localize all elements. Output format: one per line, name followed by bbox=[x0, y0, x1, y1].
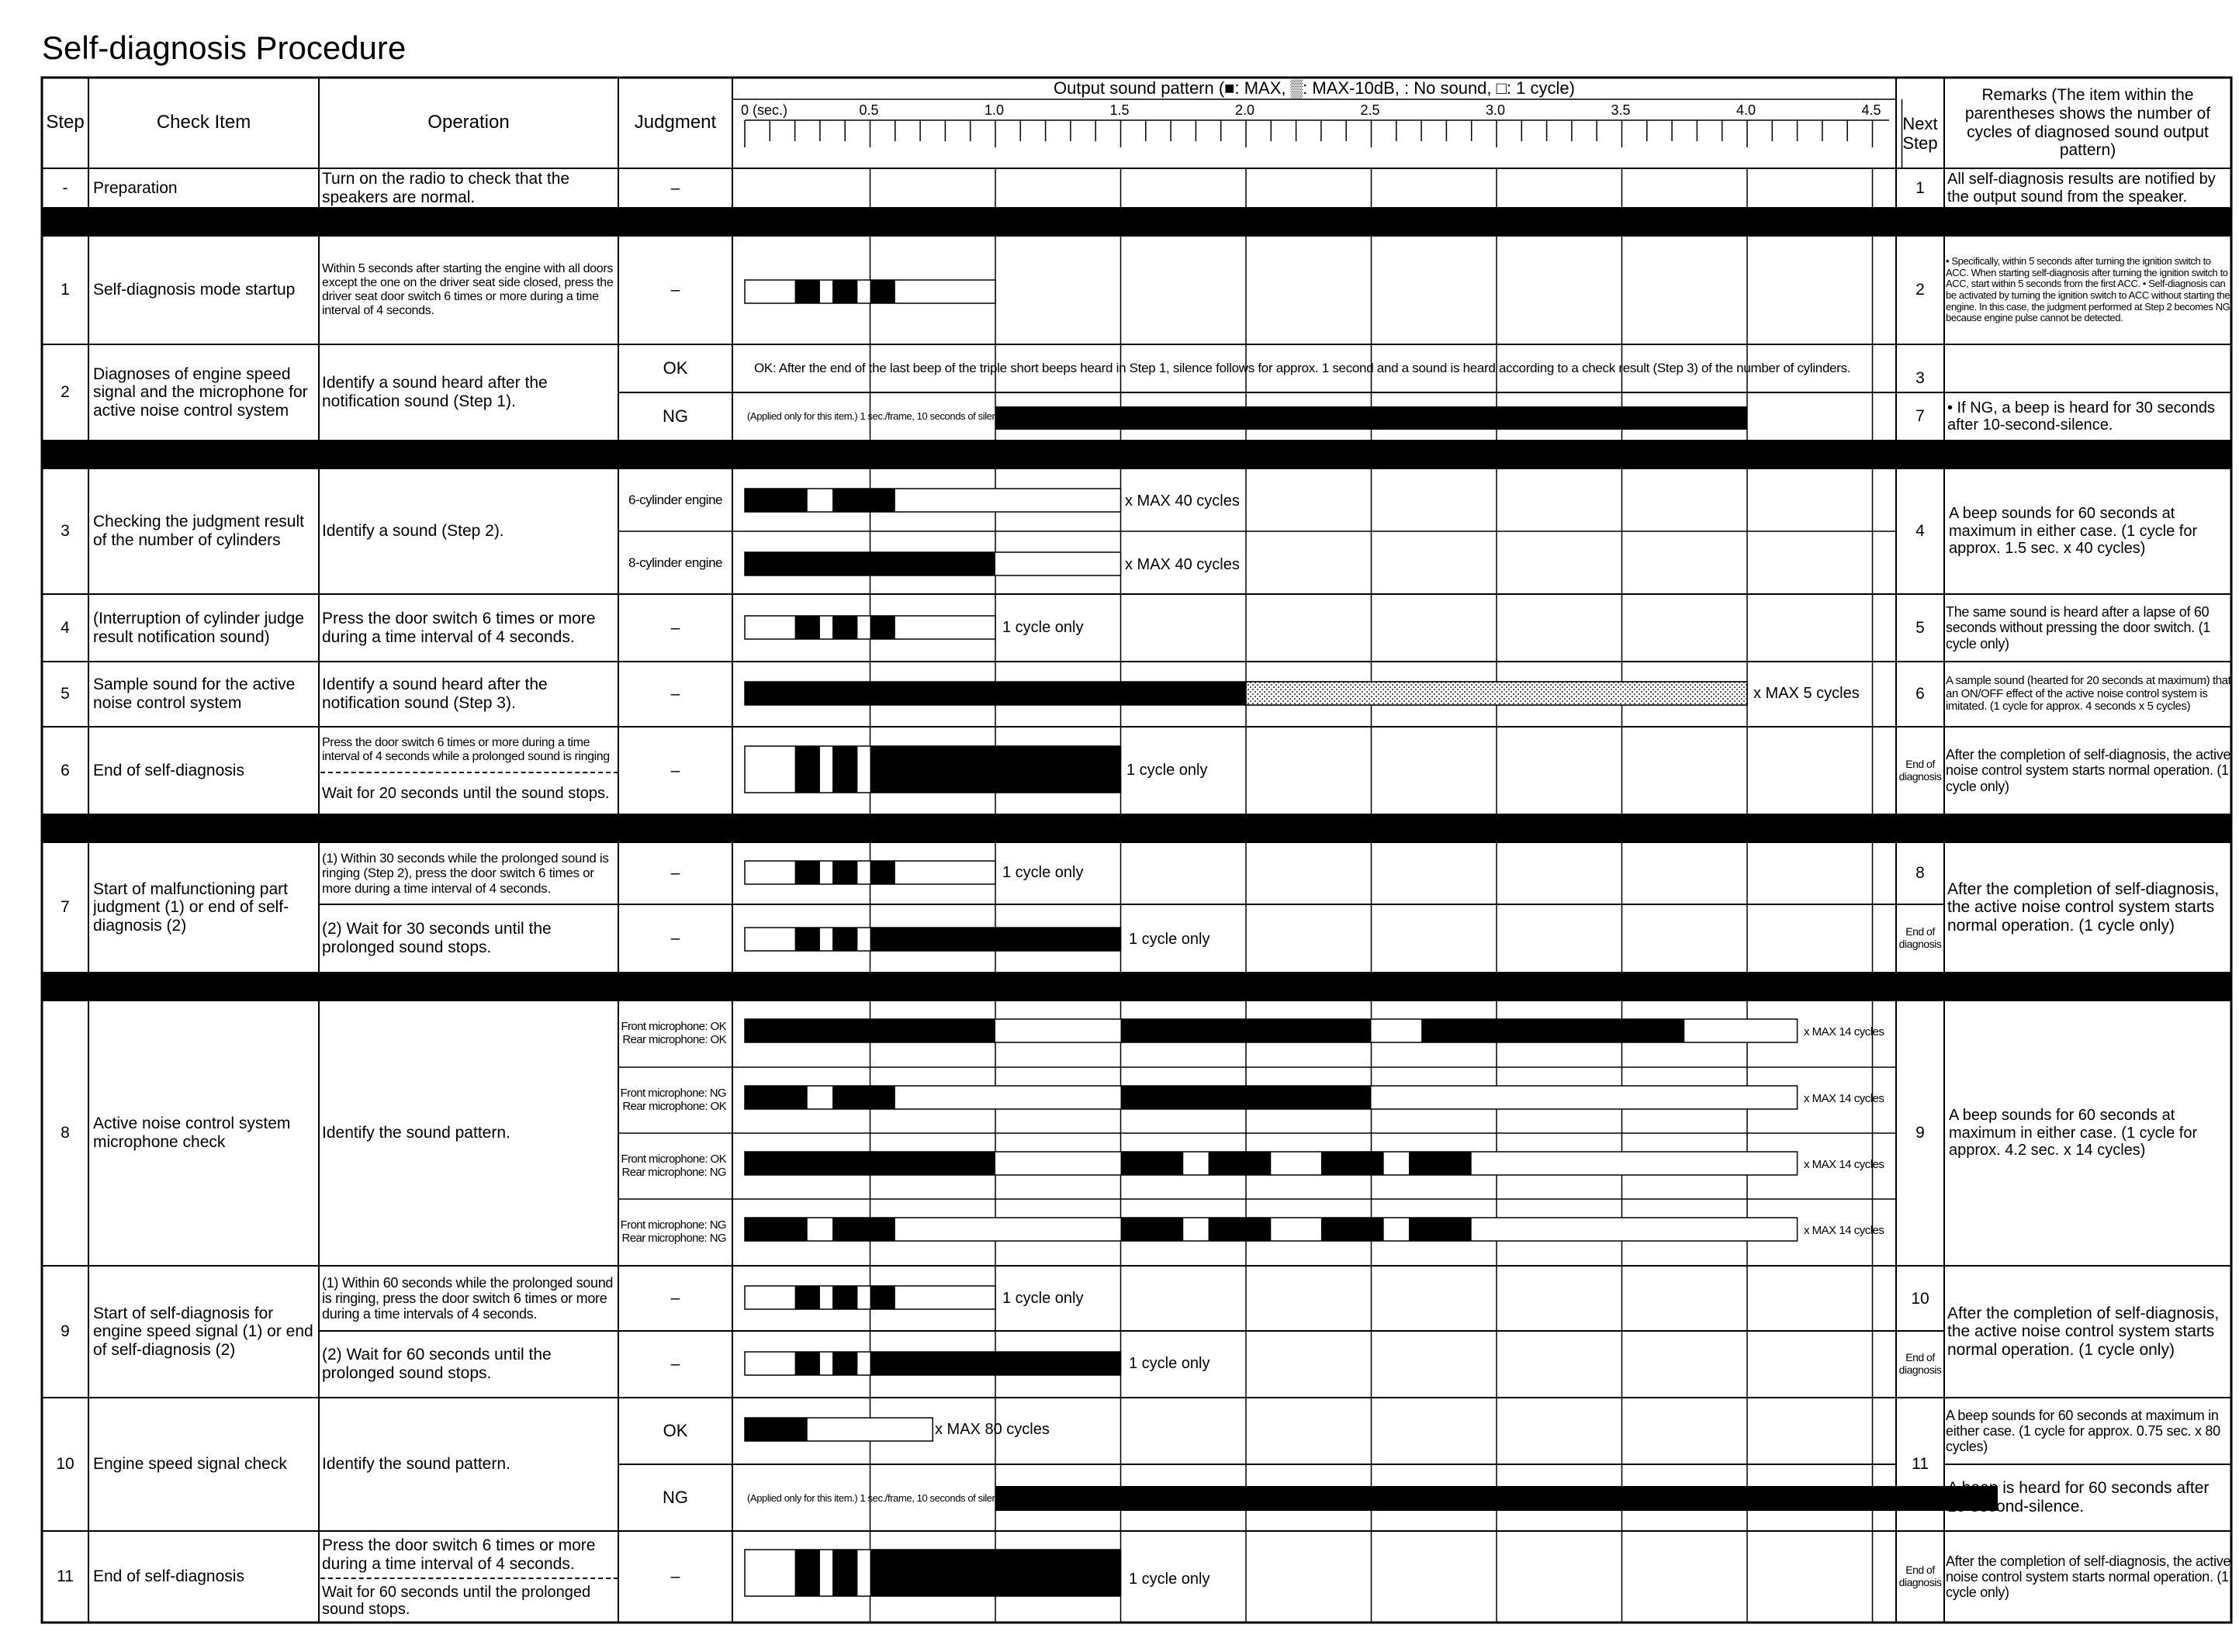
step1-judgment: – bbox=[670, 281, 680, 299]
step10-judgment-ok: OK bbox=[663, 1420, 688, 1440]
step9-note-b: 1 cycle only bbox=[1129, 1355, 1210, 1372]
step1-next-step: 2 bbox=[1915, 281, 1925, 299]
step11-note: 1 cycle only bbox=[1129, 1571, 1210, 1588]
step8-judgment-option bbox=[618, 1001, 732, 1066]
prep-step: - bbox=[62, 178, 68, 197]
time-label: 3.0 bbox=[1486, 102, 1506, 118]
step8-ng-ng-pattern-max-segment bbox=[745, 1218, 808, 1241]
step5-note: x MAX 5 cycles bbox=[1753, 685, 1860, 702]
time-label: 4.0 bbox=[1736, 102, 1756, 118]
prep-remarks: All self-diagnosis results are notified by the output sound from the speaker. bbox=[1947, 171, 2216, 206]
step7-b-pattern-max-segment bbox=[832, 928, 857, 951]
step2-judgment-ok: OK bbox=[663, 358, 688, 378]
step10-ng-pattern-note: (Applied only for this item.) 1 sec./frame, 10 seconds of silence bbox=[747, 1492, 1008, 1504]
step11-operation-a: Press the door switch 6 times or more during a time interval of 4 seconds. bbox=[322, 1536, 596, 1573]
step7-operation-a: (1) Within 30 seconds while the prolonged sound is ringing (Step 2), press the door switch 6 times or more during a time interval of 4 seconds. bbox=[322, 851, 609, 896]
step4-check-item: (Interruption of cylinder judge result notification sound) bbox=[93, 609, 304, 646]
time-label: 3.5 bbox=[1611, 102, 1631, 118]
step8-ng-ng-pattern-max-segment bbox=[1321, 1218, 1384, 1241]
step8-ok-ng-pattern-max-segment bbox=[1121, 1152, 1184, 1175]
step8-judgment-line: Rear microphone: OK bbox=[622, 1032, 726, 1046]
step3-6cyl-pattern-max-segment bbox=[745, 489, 808, 512]
step4-step: 4 bbox=[61, 618, 70, 637]
step9-operation-a: (1) Within 60 seconds while the prolonged sound is ringing, press the door switch 6 times or more during a time intervals of 4 seconds. bbox=[322, 1274, 614, 1322]
step3-6cyl-pattern-max-segment bbox=[832, 489, 895, 512]
step10-judgment-ng: NG bbox=[663, 1487, 688, 1507]
step8-ok-ok-pattern-max-segment bbox=[1421, 1019, 1684, 1042]
time-label: 1.5 bbox=[1109, 102, 1130, 118]
step8-step: 8 bbox=[61, 1124, 70, 1142]
step9-judgment-b: – bbox=[670, 1355, 680, 1374]
step3-8cyl-pattern-max-segment bbox=[745, 552, 995, 575]
step8-remarks: A beep sounds for 60 seconds at maximum in either case. (1 cycle for approx. 4.2 sec. x 14 cycles) bbox=[1949, 1107, 2198, 1160]
step7-judgment-b: – bbox=[670, 929, 680, 948]
step4-pattern-max-segment bbox=[870, 616, 895, 639]
step2-next-ok: 3 bbox=[1915, 369, 1925, 388]
step8-judgment-line: Rear microphone: NG bbox=[621, 1231, 726, 1245]
step8-ok-ok-pattern-max-segment bbox=[745, 1019, 995, 1042]
prep-judgment: – bbox=[670, 178, 680, 197]
step8-operation: Identify the sound pattern. bbox=[322, 1124, 510, 1142]
step1-step: 1 bbox=[61, 281, 70, 299]
step4-pattern-max-segment bbox=[832, 616, 857, 639]
step1-pattern-max-segment bbox=[795, 280, 820, 303]
header-pattern-title: Output sound pattern (■: MAX, ▒: MAX-10dB, : No sound, □: 1 cycle) bbox=[1054, 78, 1575, 98]
step7-judgment-a: – bbox=[670, 864, 680, 883]
page-title: Self-diagnosis Procedure bbox=[42, 29, 407, 66]
step8-judgment-line: Front microphone: OK bbox=[621, 1019, 726, 1033]
step10-operation: Identify the sound pattern. bbox=[322, 1455, 510, 1474]
step4-judgment: – bbox=[670, 618, 680, 637]
step7-remarks: After the completion of self-diagnosis, the active noise control system starts normal operation. (1 cycle only) bbox=[1947, 880, 2220, 935]
prep-next-step: 1 bbox=[1915, 178, 1925, 197]
step10-ok-pattern-max-segment bbox=[745, 1418, 808, 1441]
step4-remarks: The same sound is heard after a lapse of 60 seconds without pressing the door switch. (1 cycle only) bbox=[1946, 604, 2210, 651]
time-label: 2.5 bbox=[1360, 102, 1380, 118]
prep-check-item: Preparation bbox=[93, 178, 178, 197]
step11-remarks: After the completion of self-diagnosis, the active noise control system starts normal operation. (1 cycle only) bbox=[1946, 1553, 2231, 1601]
step7-note-a: 1 cycle only bbox=[1002, 864, 1084, 881]
step3-judgment-8cyl: 8-cylinder engine bbox=[628, 555, 722, 570]
step8-judgment-line: Front microphone: NG bbox=[620, 1218, 726, 1232]
time-label: 4.5 bbox=[1861, 102, 1881, 118]
step3-next-step: 4 bbox=[1915, 522, 1925, 541]
step11-judgment: – bbox=[670, 1567, 680, 1586]
step10-remarks-ng: A beep is heard for 60 seconds after 10-second-silence. bbox=[1947, 1479, 2210, 1515]
step5-pattern-max-segment bbox=[745, 682, 1246, 705]
step7-b-pattern-max-segment bbox=[795, 928, 820, 951]
step6-operation-b: Wait for 20 seconds until the sound stops. bbox=[320, 772, 618, 814]
step5-judgment: – bbox=[670, 685, 680, 703]
step8-ok-ng-pattern-max-segment bbox=[1321, 1152, 1384, 1175]
step8-judgment-option bbox=[618, 1199, 732, 1265]
step5-check-item: Sample sound for the active noise control system bbox=[93, 676, 296, 712]
step6-next-step: End of diagnosis bbox=[1898, 757, 1942, 783]
header-next-step: Next Step bbox=[1902, 113, 1938, 153]
step2-ng-pattern-max-segment bbox=[995, 406, 1747, 430]
step10-step: 10 bbox=[56, 1455, 74, 1474]
step1-operation: Within 5 seconds after starting the engine with all doors except the one on the driver seat side closed, press the driver seat door switch 6 times or more during a time interval of 4 seconds. bbox=[322, 262, 614, 317]
step4-pattern-max-segment bbox=[795, 616, 820, 639]
step1-remarks: • Specifically, within 5 seconds after turning the ignition switch to ACC. When starting self-diagnosis after turning the ignition switch to ACC, start within 5 seconds from the first ACC. • Self-diagnosis can be activated by turning the ignition switch to ACC without starting the engine. In this case, the judgment performed at Step 2 becomes NG because engine pulse cannot be detected. bbox=[1946, 255, 2230, 324]
step9-a-pattern-max-segment bbox=[795, 1286, 820, 1309]
header-step: Step bbox=[46, 112, 85, 133]
step8-judgment-line: Rear microphone: NG bbox=[621, 1165, 726, 1179]
step9-judgment-a: – bbox=[670, 1289, 680, 1308]
section-separator bbox=[42, 973, 2231, 1001]
step11-operation-b: Wait for 60 seconds until the prolonged sound stops. bbox=[320, 1578, 618, 1623]
step11-pattern-max-segment bbox=[795, 1550, 820, 1596]
step6-pattern-max-segment bbox=[795, 746, 820, 793]
step8-ng-ok-pattern-max-segment bbox=[832, 1086, 895, 1109]
time-label: 2.0 bbox=[1235, 102, 1255, 118]
step3-judgment-6cyl: 6-cylinder engine bbox=[628, 492, 722, 507]
step8-ng-ng-pattern-max-segment bbox=[832, 1218, 895, 1241]
step3-note-6cyl: x MAX 40 cycles bbox=[1125, 492, 1240, 510]
step2-check-item: Diagnoses of engine speed signal and the microphone for active noise control system bbox=[93, 365, 308, 420]
section-separator bbox=[42, 441, 2231, 468]
step10-check-item: Engine speed signal check bbox=[93, 1455, 287, 1474]
step1-pattern-max-segment bbox=[832, 280, 857, 303]
step2-ok-pattern-note: OK: After the end of the last beep of the triple short beeps heard in Step 1, silence follows for approx. 1 second and a sound is heard according to a check result (Step 3) of the number of cylinders. bbox=[754, 361, 1851, 376]
step6-check-item: End of self-diagnosis bbox=[93, 761, 244, 779]
step7-step: 7 bbox=[61, 898, 70, 917]
step7-next-a: 8 bbox=[1915, 864, 1925, 883]
time-label: 0.5 bbox=[859, 102, 879, 118]
step6-judgment: – bbox=[670, 761, 680, 779]
step9-b-pattern-max-segment bbox=[795, 1352, 820, 1375]
step6-pattern-max-segment bbox=[832, 746, 857, 793]
step8-note: x MAX 14 cycles bbox=[1804, 1158, 1884, 1171]
step8-note: x MAX 14 cycles bbox=[1804, 1224, 1884, 1237]
step10-remarks-ok: A beep sounds for 60 seconds at maximum in either case. (1 cycle for approx. 0.75 sec. x 80 cycles) bbox=[1946, 1407, 2220, 1455]
step7-a-pattern-max-segment bbox=[832, 861, 857, 884]
time-label: 0 (sec.) bbox=[741, 102, 788, 118]
step6-remarks: After the completion of self-diagnosis, the active noise control system starts normal operation. (1 cycle only) bbox=[1946, 747, 2231, 794]
step9-b-pattern-max-segment bbox=[832, 1352, 857, 1375]
step7-b-pattern-max-segment bbox=[870, 928, 1121, 951]
step4-next-step: 5 bbox=[1915, 618, 1925, 637]
step9-operation-b: (2) Wait for 60 seconds until the prolonged sound stops. bbox=[322, 1346, 552, 1382]
step11-pattern-max-segment bbox=[832, 1550, 857, 1596]
header-check-item: Check Item bbox=[156, 112, 251, 133]
header-judgment: Judgment bbox=[634, 112, 717, 133]
section-separator bbox=[42, 208, 2231, 236]
step7-operation-b: (2) Wait for 30 seconds until the prolonged sound stops. bbox=[322, 920, 552, 956]
step4-note: 1 cycle only bbox=[1002, 619, 1084, 636]
step2-remarks-ng: • If NG, a beep is heard for 30 seconds after 10-second-silence. bbox=[1947, 399, 2215, 434]
time-label: 1.0 bbox=[985, 102, 1005, 118]
step9-note-a: 1 cycle only bbox=[1002, 1290, 1084, 1307]
step8-judgment-option bbox=[618, 1067, 732, 1133]
step5-remarks: A sample sound (hearted for 20 seconds at maximum) that an ON/OFF effect of the active noise control system is imitated. (1 cycle for approx. 4 seconds x 5 cycles) bbox=[1946, 673, 2231, 714]
header-operation: Operation bbox=[427, 112, 510, 133]
step9-a-pattern-max-segment bbox=[832, 1286, 857, 1309]
step8-ng-ng-pattern-max-segment bbox=[1209, 1218, 1272, 1241]
step6-operation-a: Press the door switch 6 times or more during a time interval of 4 seconds while a prolonged sound is ringing bbox=[322, 736, 610, 763]
step2-operation: Identify a sound heard after the notification sound (Step 1). bbox=[322, 374, 548, 410]
step9-step: 9 bbox=[61, 1322, 70, 1341]
step7-check-item: Start of malfunctioning part judgment (1) or end of self-diagnosis (2) bbox=[93, 880, 289, 935]
step9-next-b: End of diagnosis bbox=[1898, 1351, 1942, 1376]
step8-judgment-line: Front microphone: NG bbox=[620, 1086, 726, 1100]
step8-note: x MAX 14 cycles bbox=[1804, 1025, 1884, 1039]
step11-pattern-max-segment bbox=[870, 1550, 1121, 1596]
step8-check-item: Active noise control system microphone check bbox=[93, 1115, 291, 1151]
step7-a-pattern-max-segment bbox=[795, 861, 820, 884]
step9-b-pattern-max-segment bbox=[870, 1352, 1121, 1375]
step2-next-ng: 7 bbox=[1915, 407, 1925, 426]
step8-next-step: 9 bbox=[1915, 1124, 1925, 1142]
step9-a-pattern-max-segment bbox=[870, 1286, 895, 1309]
step4-operation: Press the door switch 6 times or more during a time interval of 4 seconds. bbox=[322, 609, 596, 646]
step8-judgment-line: Front microphone: OK bbox=[621, 1152, 726, 1166]
step8-ng-ng-pattern-max-segment bbox=[1409, 1218, 1472, 1241]
step3-step: 3 bbox=[61, 522, 70, 541]
step6-pattern-max-segment bbox=[870, 746, 1121, 793]
step8-judgment-line: Rear microphone: OK bbox=[622, 1099, 726, 1113]
header-remarks: Remarks (The item within the parentheses shows the number of cycles of diagnosed sound output pattern) bbox=[1964, 86, 2211, 160]
step5-step: 5 bbox=[61, 685, 70, 703]
step8-ng-ok-pattern-max-segment bbox=[1121, 1086, 1372, 1109]
prep-operation: Turn on the radio to check that the speakers are normal. bbox=[322, 169, 570, 206]
step8-ok-ng-pattern-max-segment bbox=[1409, 1152, 1472, 1175]
step5-next-step: 6 bbox=[1915, 685, 1925, 703]
step7-next-b: End of diagnosis bbox=[1898, 925, 1942, 950]
step9-check-item: Start of self-diagnosis for engine speed signal (1) or end of self-diagnosis (2) bbox=[93, 1304, 313, 1359]
step3-check-item: Checking the judgment result of the number of cylinders bbox=[93, 513, 304, 549]
step10-note-ok: x MAX 80 cycles bbox=[935, 1421, 1050, 1438]
step7-note-b: 1 cycle only bbox=[1129, 931, 1210, 948]
step8-ok-ng-pattern-max-segment bbox=[1209, 1152, 1272, 1175]
step8-ok-ng-pattern-max-segment bbox=[745, 1152, 995, 1175]
step5-pattern-minus10db-segment bbox=[1246, 682, 1747, 705]
section-separator bbox=[42, 814, 2231, 842]
step10-ng-pattern-max-segment bbox=[995, 1486, 1998, 1511]
step8-judgment-option bbox=[618, 1133, 732, 1199]
step3-operation: Identify a sound (Step 2). bbox=[322, 522, 504, 541]
step9-remarks: After the completion of self-diagnosis, the active noise control system starts normal operation. (1 cycle only) bbox=[1947, 1304, 2220, 1359]
step8-ng-ok-pattern-max-segment bbox=[745, 1086, 808, 1109]
step2-judgment-ng: NG bbox=[663, 406, 688, 426]
step9-next-a: 10 bbox=[1911, 1290, 1929, 1308]
step1-check-item: Self-diagnosis mode startup bbox=[93, 281, 296, 299]
step10-next-step: 11 bbox=[1912, 1455, 1929, 1474]
step11-next-step: End of diagnosis bbox=[1898, 1564, 1942, 1588]
step11-step: 11 bbox=[57, 1567, 74, 1586]
step3-note-8cyl: x MAX 40 cycles bbox=[1125, 556, 1240, 573]
step8-ng-ng-pattern-max-segment bbox=[1121, 1218, 1184, 1241]
step8-note: x MAX 14 cycles bbox=[1804, 1092, 1884, 1105]
step6-step: 6 bbox=[61, 761, 70, 779]
step1-pattern-max-segment bbox=[870, 280, 895, 303]
step5-operation: Identify a sound heard after the notification sound (Step 3). bbox=[322, 676, 548, 712]
step8-ok-ok-pattern-max-segment bbox=[1121, 1019, 1372, 1042]
step2-ng-pattern-note: (Applied only for this item.) 1 sec./frame, 10 seconds of silence bbox=[747, 410, 1008, 422]
step7-a-pattern-max-segment bbox=[870, 861, 895, 884]
step2-step: 2 bbox=[61, 383, 70, 402]
time-ruler bbox=[745, 120, 1889, 147]
step6-note: 1 cycle only bbox=[1126, 762, 1208, 779]
step3-remarks: A beep sounds for 60 seconds at maximum in either case. (1 cycle for approx. 1.5 sec. x 40 cycles) bbox=[1949, 505, 2198, 558]
step11-check-item: End of self-diagnosis bbox=[93, 1567, 244, 1586]
